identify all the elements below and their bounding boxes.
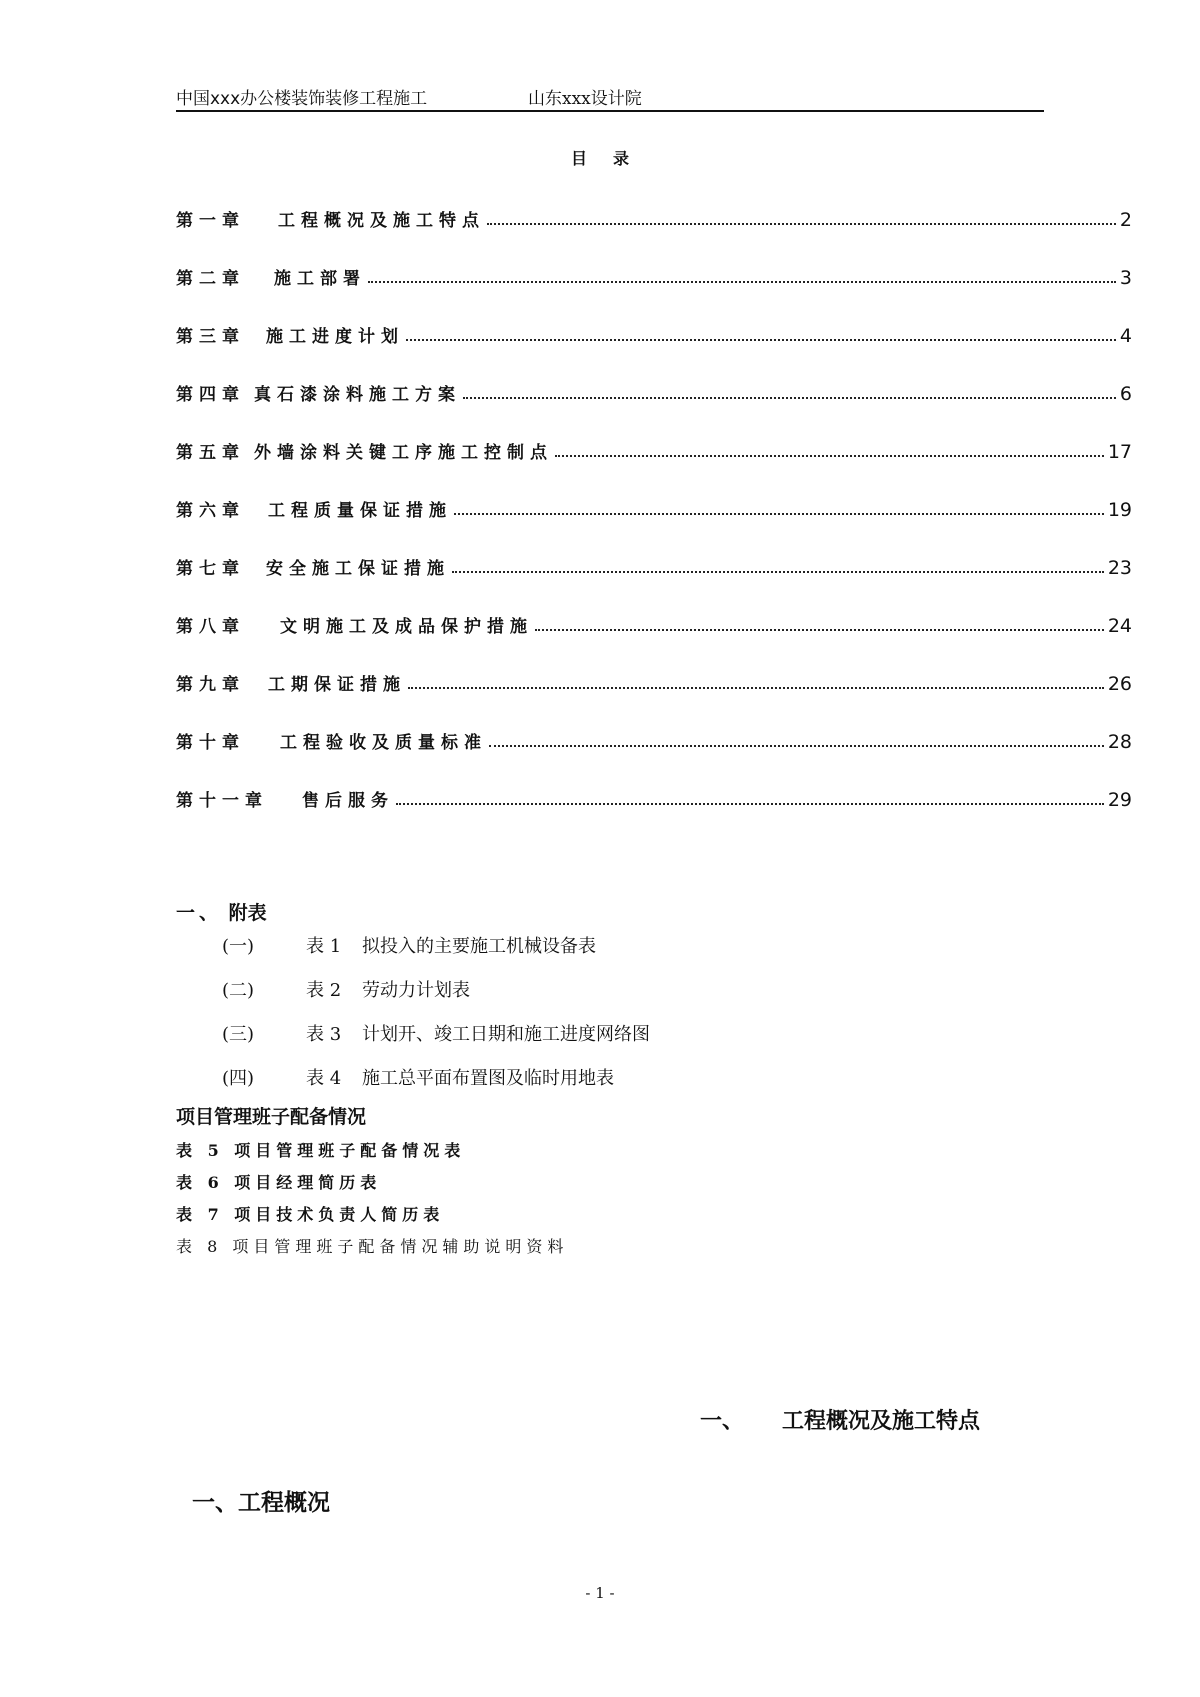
appendix-item-table: 表 1 xyxy=(306,936,342,957)
appendix-number: 一、 xyxy=(176,902,223,924)
appendix-item-table: 表 3 xyxy=(306,1024,342,1045)
toc-chapter-label: 第八章 xyxy=(176,617,245,637)
toc-leader-dots xyxy=(408,683,1104,689)
toc-entry-title: 安全施工保证措施 xyxy=(266,559,450,579)
appendix-item-index: (三) xyxy=(222,1024,255,1045)
toc-entry-title: 外墙涂料关键工序施工控制点 xyxy=(254,443,553,463)
team-table-item: 表 7 项目技术负责人简历表 xyxy=(176,1205,445,1224)
toc-leader-dots xyxy=(489,741,1104,747)
toc-chapter-label: 第二章 xyxy=(176,269,245,289)
subsection-heading: 一、工程概况 xyxy=(192,1490,330,1516)
toc-chapter-label: 第十一章 xyxy=(176,791,268,811)
appendix-item xyxy=(222,1064,614,1090)
toc-title: 目录 xyxy=(570,149,655,168)
appendix-item-text: 施工总平面布置图及临时用地表 xyxy=(362,1068,614,1089)
toc-entry-title: 真石漆涂料施工方案 xyxy=(254,385,461,405)
toc-chapter-label: 第六章 xyxy=(176,501,245,521)
toc-entry-title: 文明施工及成品保护措施 xyxy=(280,617,533,637)
appendix-item-text: 拟投入的主要施工机械设备表 xyxy=(362,936,596,957)
appendix-item-index: (一) xyxy=(222,936,255,957)
toc-leader-dots xyxy=(396,799,1104,805)
appendix-item-index: (四) xyxy=(222,1068,255,1089)
header-organization: 山东xxx设计院 xyxy=(528,89,642,109)
toc-page-number: 28 xyxy=(1107,731,1132,753)
team-heading: 项目管理班子配备情况 xyxy=(176,1106,367,1128)
toc-leader-dots xyxy=(406,335,1116,341)
appendix-item-text: 劳动力计划表 xyxy=(362,980,470,1001)
toc-chapter-label: 第四章 xyxy=(176,385,245,405)
toc-chapter-label: 第七章 xyxy=(176,559,245,579)
appendix-item-text: 计划开、竣工日期和施工进度网络图 xyxy=(362,1024,650,1045)
toc-entry[interactable] xyxy=(176,551,1132,579)
toc-chapter-label: 第十章 xyxy=(176,733,245,753)
toc-page-number: 17 xyxy=(1107,441,1132,463)
section-title: 工程概况及施工特点 xyxy=(782,1409,981,1434)
toc-entry-title: 工期保证措施 xyxy=(268,675,406,695)
appendix-item-index: (二) xyxy=(222,980,255,1001)
appendix-item xyxy=(222,1020,650,1046)
toc-entry-title: 工程质量保证措施 xyxy=(268,501,452,521)
appendix-item-table: 表 4 xyxy=(306,1068,342,1089)
page-header xyxy=(176,84,1044,112)
toc-leader-dots xyxy=(454,509,1104,515)
section-number: 一、 xyxy=(700,1409,745,1434)
toc-entry[interactable] xyxy=(176,725,1132,753)
toc-page-number: 6 xyxy=(1119,383,1132,405)
section-heading xyxy=(700,1404,980,1435)
toc-chapter-label: 第三章 xyxy=(176,327,245,347)
toc-leader-dots xyxy=(368,277,1116,283)
toc-page-number: 23 xyxy=(1107,557,1132,579)
toc-page-number: 24 xyxy=(1107,615,1132,637)
toc-leader-dots xyxy=(452,567,1104,573)
header-project-title: 中国xxx办公楼装饰装修工程施工 xyxy=(176,89,428,109)
toc-entry[interactable] xyxy=(176,493,1132,521)
toc-page-number: 26 xyxy=(1107,673,1132,695)
toc-page-number: 19 xyxy=(1107,499,1132,521)
toc-entry[interactable] xyxy=(176,667,1132,695)
toc-entry-title: 工程验收及质量标准 xyxy=(280,733,487,753)
appendix-item-table: 表 2 xyxy=(306,980,342,1001)
toc-entry-title: 施工进度计划 xyxy=(266,327,404,347)
toc-chapter-label: 第九章 xyxy=(176,675,245,695)
toc-entry[interactable] xyxy=(176,435,1132,463)
toc-entry-title: 施工部署 xyxy=(274,269,366,289)
toc-chapter-label: 第一章 xyxy=(176,211,245,231)
toc-leader-dots xyxy=(555,451,1104,457)
appendix-heading xyxy=(176,898,267,925)
toc-entry[interactable] xyxy=(176,203,1132,231)
toc-entry[interactable] xyxy=(176,261,1132,289)
page-number: - 1 - xyxy=(585,1584,615,1602)
toc-page-number: 3 xyxy=(1119,267,1132,289)
team-table-item: 表 5 项目管理班子配备情况表 xyxy=(176,1141,466,1160)
toc-entry[interactable] xyxy=(176,609,1132,637)
toc-page-number: 2 xyxy=(1119,209,1132,231)
appendix-title: 附表 xyxy=(228,902,267,924)
team-table-item: 表 8 项目管理班子配备情况辅助说明资料 xyxy=(176,1237,569,1256)
appendix-item xyxy=(222,976,470,1002)
toc-chapter-label: 第五章 xyxy=(176,443,245,463)
team-table-item: 表 6 项目经理简历表 xyxy=(176,1173,382,1192)
toc-entry[interactable] xyxy=(176,319,1132,347)
toc-entry-title: 售后服务 xyxy=(302,791,394,811)
toc-leader-dots xyxy=(463,393,1116,399)
toc-entry[interactable] xyxy=(176,783,1132,811)
toc-page-number: 29 xyxy=(1107,789,1132,811)
toc-entry-title: 工程概况及施工特点 xyxy=(278,211,485,231)
appendix-item xyxy=(222,932,596,958)
toc-leader-dots xyxy=(487,219,1116,225)
toc-page-number: 4 xyxy=(1119,325,1132,347)
toc-leader-dots xyxy=(535,625,1104,631)
toc-entry[interactable] xyxy=(176,377,1132,405)
